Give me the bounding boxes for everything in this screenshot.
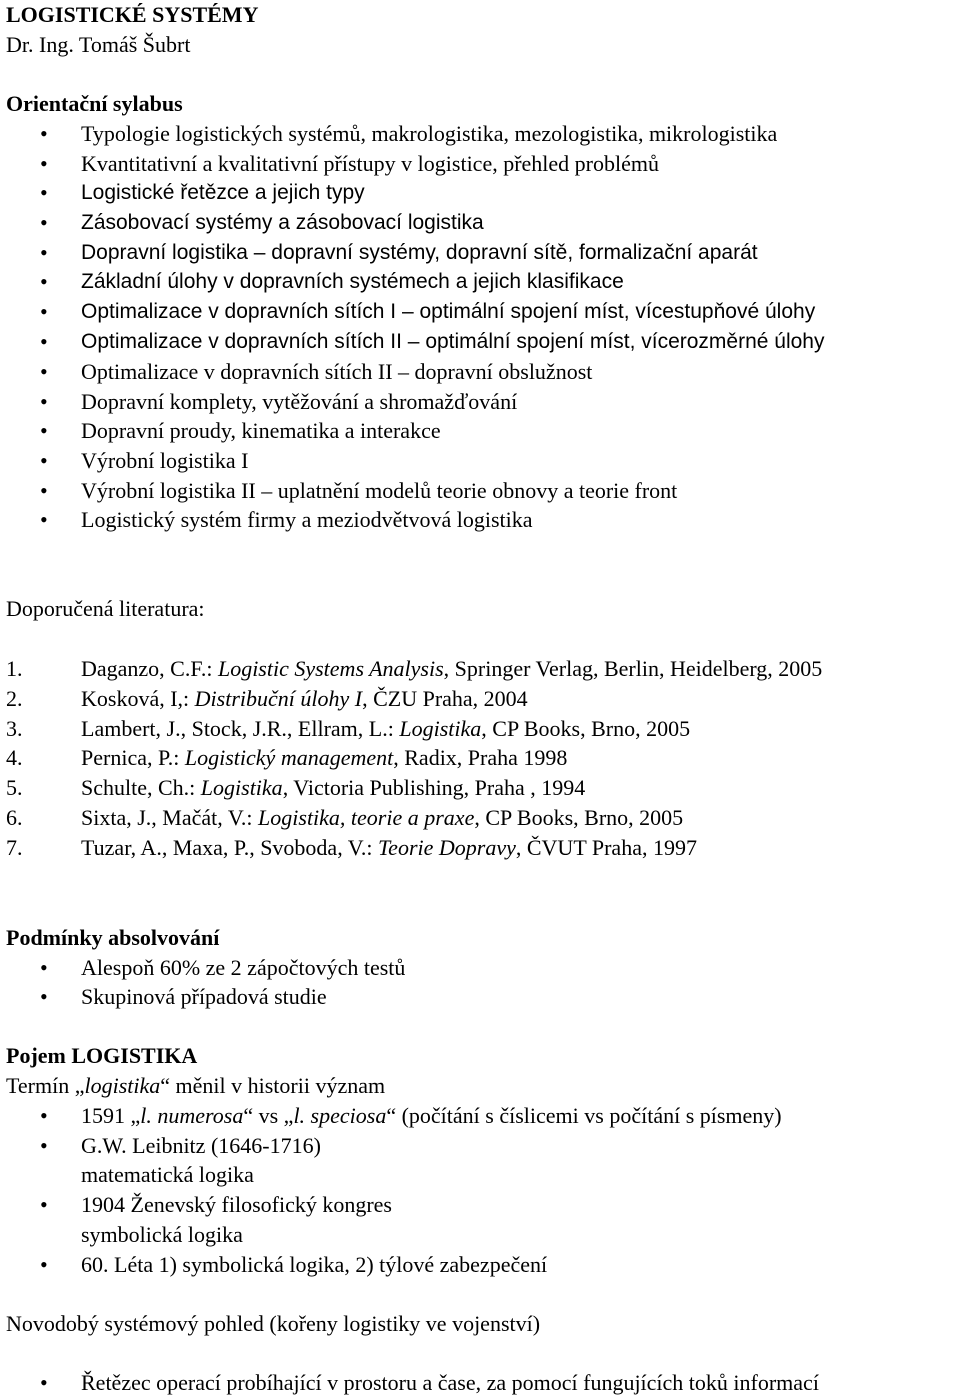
author-line: Dr. Ing. Tomáš Šubrt [6,32,191,57]
document-title: LOGISTICKÉ SYSTÉMY [6,2,259,27]
modern-heading: Novodobý systémový pohled (kořeny logistiky ve vojenství) [6,1311,541,1336]
conditions-heading: Podmínky absolvování [6,925,220,950]
logistics-intro: Termín „logistika“ měnil v historii význam [6,1073,386,1098]
literature-heading: Doporučená literatura: [6,596,205,621]
syllabus-heading: Orientační sylabus [6,91,183,116]
logistics-heading: Pojem LOGISTIKA [6,1043,198,1068]
